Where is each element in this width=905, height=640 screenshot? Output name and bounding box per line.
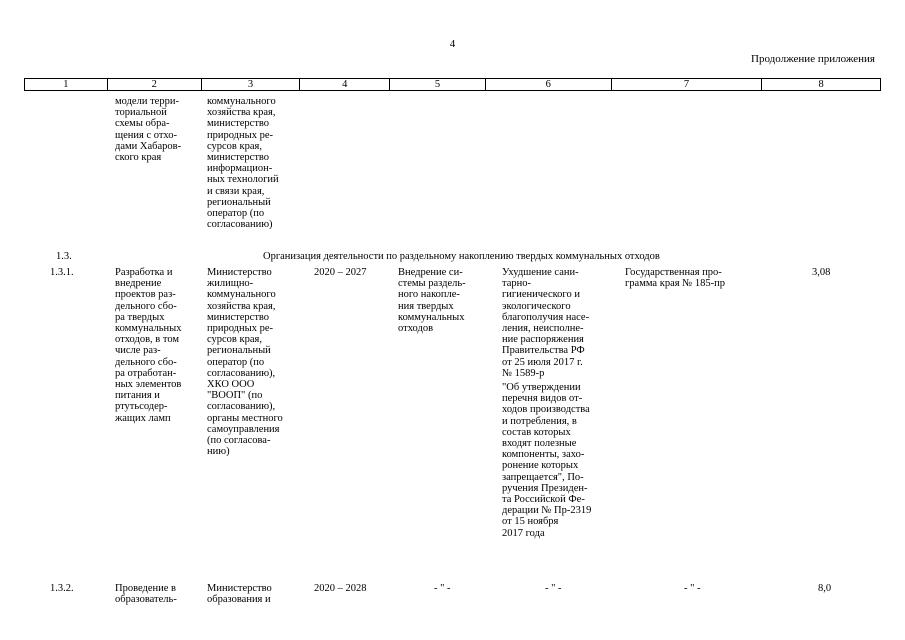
text-line: дами Хабаров- bbox=[115, 140, 182, 152]
text-line: стемы раздель- bbox=[398, 278, 466, 290]
text-line: согласованию) bbox=[207, 219, 273, 231]
row-131-measure bbox=[115, 267, 181, 424]
text-line: та Российской Фе- bbox=[502, 494, 585, 506]
text-line: сурсов края, bbox=[207, 334, 262, 346]
column-header-5: 5 bbox=[390, 79, 486, 90]
text-line: ных элементов bbox=[115, 379, 182, 391]
text-line: ходов производства bbox=[502, 404, 590, 416]
text-line: Министерство bbox=[207, 583, 272, 594]
text-line: проектов раз- bbox=[115, 289, 176, 301]
text-line: дерации № Пр-2319 bbox=[502, 505, 592, 517]
row-131-result bbox=[398, 267, 466, 334]
text-line: коммунального bbox=[207, 289, 276, 301]
row-132-result: - " - bbox=[434, 583, 451, 594]
text-line: питания и bbox=[115, 390, 160, 402]
text-line: состав которых bbox=[502, 426, 571, 438]
row-131-number: 1.3.1. bbox=[50, 267, 74, 278]
text-line: региональный bbox=[207, 196, 271, 208]
text-line: коммунальных bbox=[115, 323, 182, 335]
text-line: "Об утверждении bbox=[502, 382, 581, 394]
row-132-number: 1.3.2. bbox=[50, 583, 74, 594]
column-header-1: 1 bbox=[25, 79, 108, 90]
column-header-4: 4 bbox=[300, 79, 390, 90]
row-131-amount: 3,08 bbox=[812, 267, 831, 278]
text-line: природных ре- bbox=[207, 129, 273, 141]
text-line: жилищно- bbox=[207, 278, 254, 290]
text-line: ра отработан- bbox=[115, 367, 177, 379]
text-line: "ВООП" (по bbox=[207, 390, 263, 402]
text-line: экологического bbox=[502, 300, 571, 312]
text-line: министерство bbox=[207, 118, 270, 130]
text-line: от 25 июля 2017 г. bbox=[502, 356, 583, 368]
continuation-label: Продолжение приложения bbox=[751, 53, 875, 65]
row-131-executors bbox=[207, 267, 283, 457]
row-132-program: - " - bbox=[684, 583, 701, 594]
text-line: ского края bbox=[115, 152, 162, 164]
row-131-period: 2020 – 2027 bbox=[314, 267, 367, 278]
text-line: ра твердых bbox=[115, 311, 165, 323]
text-line: Министерство bbox=[207, 267, 272, 278]
text-line: Государственная про- bbox=[625, 267, 722, 278]
text-line: Разработка и bbox=[115, 267, 173, 278]
text-line: числе раз- bbox=[115, 345, 161, 357]
text-line: (по согласова- bbox=[207, 435, 271, 447]
text-line: жащих ламп bbox=[115, 412, 171, 424]
text-line: внедрение bbox=[115, 278, 162, 290]
text-line: согласованию), bbox=[207, 401, 276, 413]
text-line: 2017 года bbox=[502, 527, 545, 539]
row-131-consequences bbox=[502, 267, 591, 539]
prev-row-measure bbox=[115, 96, 181, 163]
row-132-period: 2020 – 2028 bbox=[314, 583, 367, 594]
row-132-consequences: - " - bbox=[545, 583, 562, 594]
text-line: № 1589-р bbox=[502, 367, 545, 379]
text-line: хозяйства края, bbox=[207, 107, 276, 119]
row-132-executors bbox=[207, 583, 272, 605]
column-header-8: 8 bbox=[818, 79, 824, 90]
text-line: образования и bbox=[207, 594, 271, 606]
section-number: 1.3. bbox=[56, 251, 72, 262]
text-line: модели терри- bbox=[115, 96, 179, 107]
text-line: ХКО ООО bbox=[207, 379, 255, 391]
text-line: региональный bbox=[207, 345, 271, 357]
text-line: Внедрение си- bbox=[398, 267, 463, 278]
text-line: схемы обра- bbox=[115, 118, 170, 130]
text-line: от 15 ноября bbox=[502, 516, 559, 528]
text-line: министерство bbox=[207, 311, 270, 323]
text-line: Ухудшение сани- bbox=[502, 267, 579, 278]
text-line: ние распоряжения bbox=[502, 334, 584, 346]
text-line: компоненты, захо- bbox=[502, 449, 585, 461]
text-line: Проведение в bbox=[115, 583, 176, 594]
text-line: самоуправления bbox=[207, 423, 280, 435]
column-header-6: 6 bbox=[486, 79, 612, 90]
row-132-measure bbox=[115, 583, 177, 605]
text-line: ния твердых bbox=[398, 300, 454, 312]
text-line: ручения Президен- bbox=[502, 482, 588, 494]
text-line: министерство bbox=[207, 152, 270, 164]
text-line: щения с отхо- bbox=[115, 129, 178, 141]
section-title: Организация деятельности по раздельному накоплению твердых коммунальных отходов bbox=[263, 251, 660, 262]
text-line: отходов, в том bbox=[115, 334, 180, 346]
column-header-3: 3 bbox=[202, 79, 301, 90]
text-line: ториальной bbox=[115, 107, 167, 119]
text-line: гигиенического и bbox=[502, 289, 580, 301]
column-header-2: 2 bbox=[108, 79, 202, 90]
text-line: образователь- bbox=[115, 594, 177, 606]
page-number: 4 bbox=[449, 38, 456, 50]
text-line: грамма края № 185-пр bbox=[625, 278, 725, 290]
column-header-row bbox=[24, 78, 881, 91]
text-line: ных технологий bbox=[207, 174, 279, 186]
text-line: ронение которых bbox=[502, 460, 579, 472]
text-line: благополучия насе- bbox=[502, 311, 590, 323]
text-line: дельного сбо- bbox=[115, 300, 177, 312]
text-line: ления, неисполне- bbox=[502, 323, 584, 335]
text-line: дельного сбо- bbox=[115, 356, 177, 368]
prev-row-executors bbox=[207, 96, 279, 230]
text-line: ного накопле- bbox=[398, 289, 460, 301]
text-line: органы местного bbox=[207, 412, 283, 424]
text-line: тарно- bbox=[502, 278, 531, 290]
text-line: коммунального bbox=[207, 96, 276, 107]
text-line: ртутьсодер- bbox=[115, 401, 168, 413]
text-line: запрещается", По- bbox=[502, 471, 584, 483]
text-line: природных ре- bbox=[207, 323, 273, 335]
text-line: информацион- bbox=[207, 163, 273, 175]
row-131-program bbox=[625, 267, 725, 289]
text-line: и связи края, bbox=[207, 185, 265, 197]
row-132-amount: 8,0 bbox=[818, 583, 832, 594]
text-line: перечня видов от- bbox=[502, 393, 583, 405]
text-line: нию) bbox=[207, 446, 230, 458]
text-line: отходов bbox=[398, 323, 434, 335]
column-header-7: 7 bbox=[612, 79, 763, 90]
text-line: Правительства РФ bbox=[502, 345, 585, 357]
text-line: входят полезные bbox=[502, 438, 577, 450]
text-line: коммунальных bbox=[398, 311, 465, 323]
text-line: и потребления, в bbox=[502, 415, 577, 427]
text-line: оператор (по bbox=[207, 208, 265, 220]
text-line: хозяйства края, bbox=[207, 300, 276, 312]
text-line: сурсов края, bbox=[207, 140, 262, 152]
text-line: согласованию), bbox=[207, 367, 276, 379]
text-line: оператор (по bbox=[207, 356, 265, 368]
